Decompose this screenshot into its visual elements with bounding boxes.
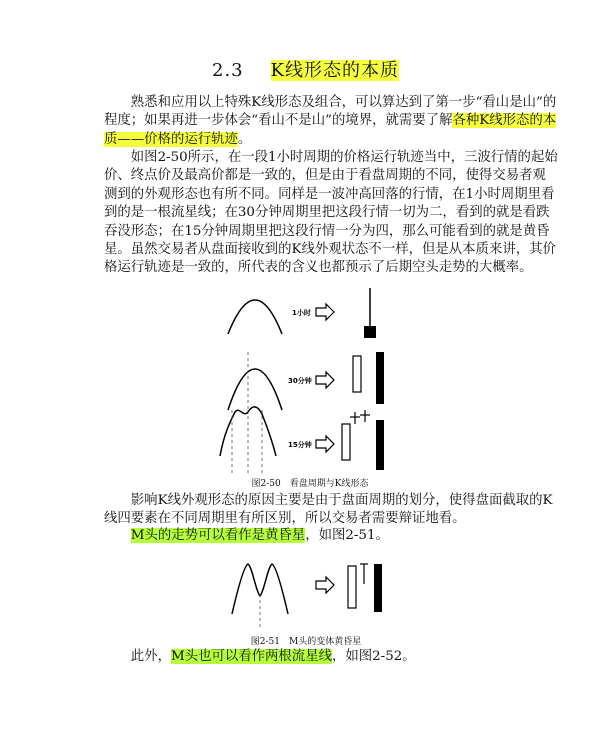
m-top-end: ，如图2-51。 — [305, 528, 389, 543]
label-1h: 1小时 — [292, 309, 311, 317]
intro-end: 。 — [237, 131, 252, 147]
m-bull-candle — [348, 566, 356, 608]
evening-star-bull-candle — [342, 424, 350, 460]
final-end: ，如图2-52。 — [331, 649, 416, 664]
m-bear-candle — [374, 564, 382, 612]
engulf-bull-candle — [353, 356, 361, 392]
m-top-paragraph — [104, 527, 559, 545]
m-top-highlight: M头的走势可以看作是黄昏星 — [130, 528, 306, 543]
engulf-bear-candle — [376, 352, 384, 404]
period-paragraph: 影响K线外观形态的原因主要是由于盘面周期的划分，使得盘面截取的K线四要素在不同周期里有所区别，所以交易者需要辩证地看。 — [104, 493, 553, 527]
arrow-right-icon — [316, 372, 334, 388]
curve-1h — [228, 300, 282, 334]
arrow-right-icon — [316, 304, 334, 320]
label-15m: 15分钟 — [288, 441, 312, 449]
figure-caption-2-51: 图2-51 M头的变体黄昏星 — [250, 637, 362, 647]
final-paragraph — [104, 648, 559, 666]
arrow-right-icon — [316, 436, 334, 452]
arrow-right-icon — [316, 577, 334, 593]
intro-text: 熟悉和应用以上特殊K线形态及组合，可以算达到了第一步“看山是山”的程度；如果再进一步体会“看山不是山”的境界，就需要了解 — [104, 95, 557, 129]
final-pre: 此外， — [130, 649, 171, 664]
section-number: 2.3 — [212, 60, 244, 81]
section-title: K线形态的本质 — [270, 60, 399, 81]
curve-30m — [228, 369, 282, 410]
figure-m-top-evening-star — [226, 548, 386, 630]
final-highlight: M头也可以看作两根流星线 — [170, 649, 332, 664]
label-30m: 30分钟 — [288, 377, 312, 385]
evening-star-bear-candle — [376, 420, 384, 470]
shooting-star-body — [364, 326, 376, 338]
figure-caption-2-50: 图2-50 看盘周期与K线形态 — [251, 479, 369, 489]
explanation-paragraph: 如图2-50所示，在一段1小时周期的价格运行轨迹当中，三波行情的起始价、终点价及最高价都是一致的，但是由于看盘周期的不同，使得交易者观测到的外观形态也有所不同。同样是一波冲高回落的行情，在1小时周期里看到的是一根流星线；在30分钟周期里把这段行情一切为二，看到的就是看跌吞没形态；在15分钟周期里把这段行情一分为四，那么可能看到的就是黄昏星。虽然交易者从盘面接收到的K线外观状态不一样，但是从本质来讲，其价格运行轨迹是一致的，所代表的含义也都预示了后期空头走势的大概率。 — [104, 150, 558, 276]
section-heading — [0, 56, 611, 82]
figure-timeframe-candles — [210, 284, 410, 474]
intro-highlight: 各种K线形态的本质——价格的运行轨迹 — [104, 113, 557, 147]
intro-paragraph — [104, 94, 559, 149]
